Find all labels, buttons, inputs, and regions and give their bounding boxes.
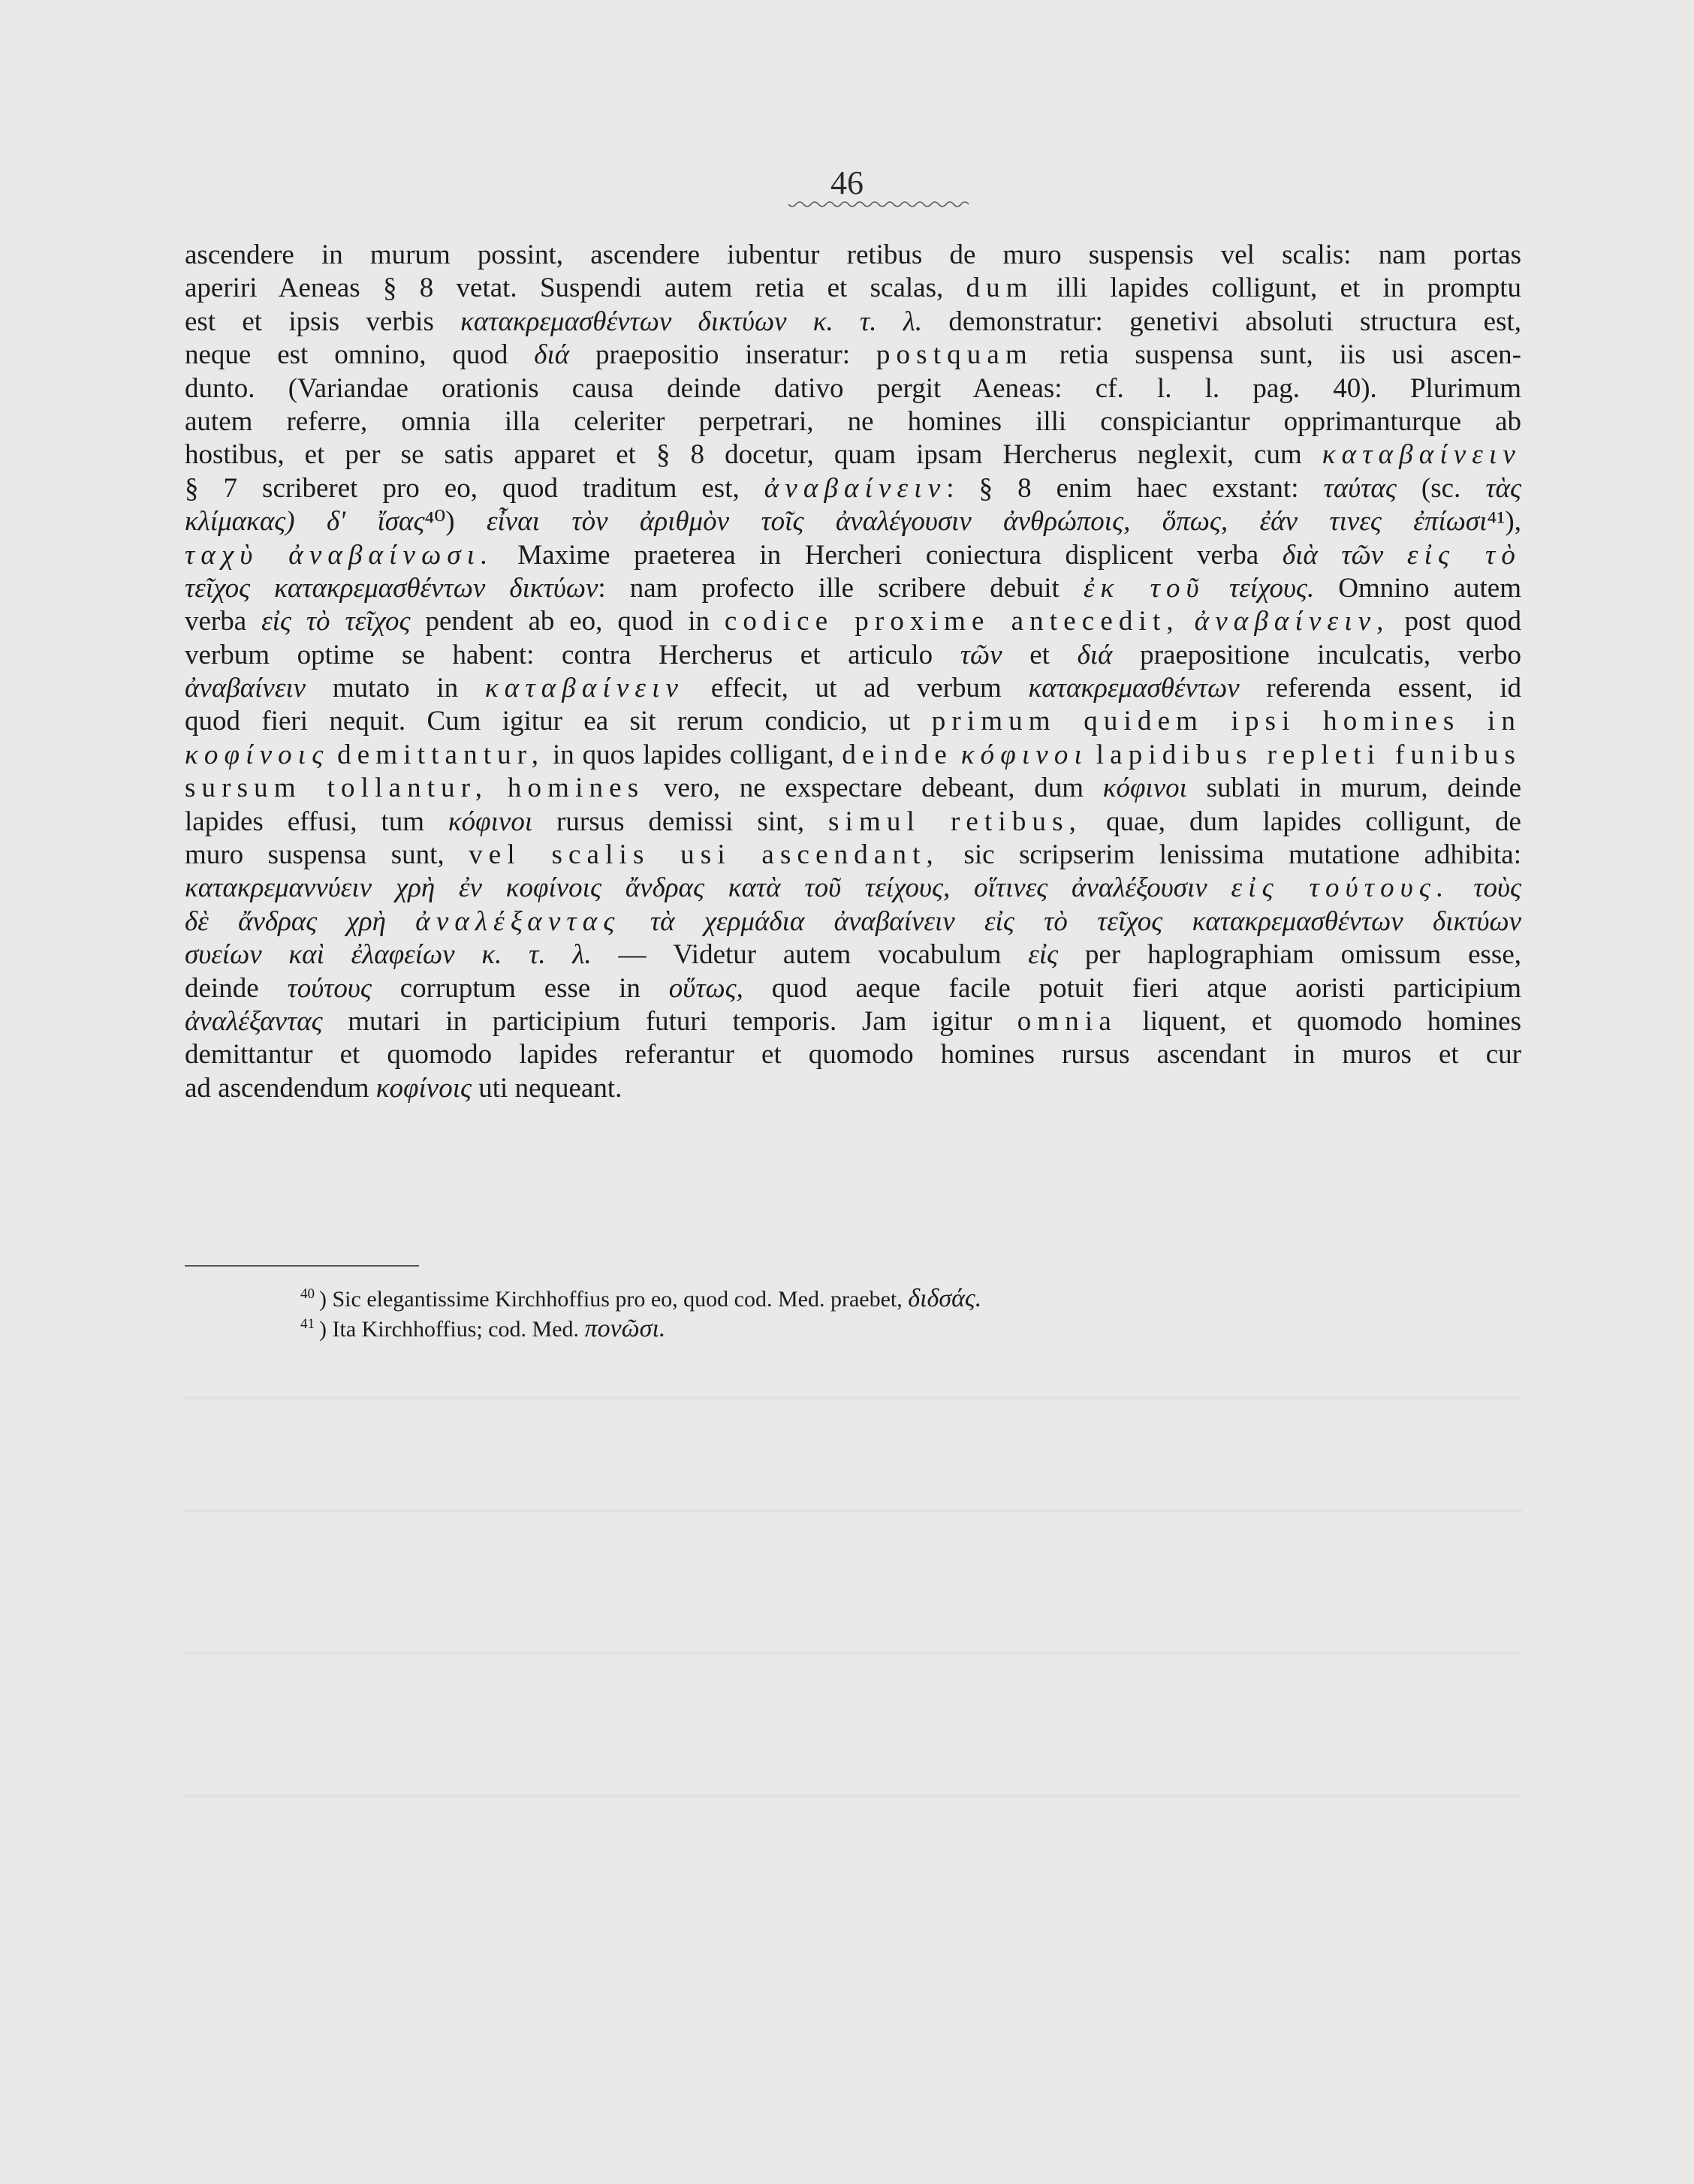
greek-text: κατακρεμασθέντων: [1028, 673, 1240, 704]
text-run: lapidibus repleti funibus: [1096, 739, 1522, 770]
text-line: [185, 239, 1521, 272]
greek-text: ἀναβαίνειν: [185, 673, 306, 704]
text-run: [1449, 872, 1473, 903]
greek-text: τείχους.: [1228, 572, 1315, 604]
text-run: vel scalis usi ascendant,: [469, 839, 939, 871]
greek-text: εἰς τούτους.: [1231, 872, 1450, 904]
text-run: [953, 740, 961, 770]
bleed-through-shading: [185, 1794, 1521, 1797]
greek-text: εἶναι τὸν ἀριθμὸν τοῖς ἀναλέγουσιν ἀνθρώποις, ὅπως, ἐάν τινες ἐπίωσι: [486, 506, 1488, 538]
text-run: verbum optime se habent: contra Hercherus et articulo: [185, 639, 960, 670]
greek-text: ταύτας: [1323, 472, 1397, 504]
text-line: [185, 438, 1521, 471]
text-line: [185, 405, 1521, 438]
text-run: pendent ab eo, quod in: [410, 606, 725, 637]
text-line: [185, 372, 1521, 405]
text-run: ⁴⁰): [424, 506, 487, 538]
text-run: deinde: [185, 972, 288, 1004]
footnote-paren: ): [319, 1287, 333, 1312]
text-run: effecit, ut ad verbum: [684, 673, 1029, 704]
text-run: neque est omnino, quod: [185, 339, 535, 371]
footnote: [300, 1284, 1277, 1314]
text-run: praepositio inseratur:: [569, 339, 876, 371]
greek-text: κοφίνοις: [375, 1072, 472, 1104]
text-run: autem referre, omnia illa celeriter perpetrari, ne homines illi conspiciantur opprimanturque ab: [185, 405, 1521, 437]
greek-text: τοὺς: [1473, 872, 1522, 904]
text-run: post quod: [1389, 606, 1522, 637]
text-line: [185, 839, 1521, 872]
text-run: simul retibus,: [827, 806, 1083, 837]
text-run: [1180, 606, 1195, 637]
footnote: [300, 1314, 1277, 1344]
text-run: [1383, 540, 1407, 571]
footnote-paren: ): [319, 1317, 333, 1342]
text-run: vero, ne exspectare debeant, dum: [644, 773, 1103, 804]
text-line: [185, 572, 1521, 605]
text-run: Omnino autem: [1314, 572, 1521, 604]
text-run: Maxime praeterea in Hercheri coniectura displicent verba: [493, 539, 1283, 571]
footnote-mark: 41: [300, 1316, 315, 1332]
greek-text: κόφινοι: [448, 806, 533, 837]
text-run: referenda essent, id: [1239, 673, 1521, 704]
text-line: [185, 1038, 1521, 1071]
text-run: § 7 scriberet pro eo, quod traditum est,: [185, 472, 764, 504]
greek-text: ταχὺ ἀναβαίνωσι.: [185, 539, 494, 571]
page-number-ornament: [788, 201, 973, 210]
greek-text: συείων καὶ ἐλαφείων κ. τ. λ.: [185, 939, 592, 971]
text-run: muro suspensa sunt,: [185, 839, 469, 871]
text-run: omnia: [1017, 1005, 1117, 1037]
text-line: [185, 972, 1521, 1005]
greek-text: διά: [534, 339, 570, 371]
footnote-text: Sic elegantissime Kirchhoffius pro eo, quod cod. Med. praebet,: [332, 1287, 909, 1312]
text-line: [185, 539, 1521, 572]
greek-text: ἐκ τοῦ: [1083, 572, 1205, 604]
text-run: rursus demissi sint,: [532, 806, 828, 837]
text-line: [185, 672, 1521, 705]
text-line: [185, 505, 1521, 538]
text-run: dunto. (Variandae orationis causa deinde dativo pergit Aeneas: cf. l. l. pag. 40). Plurimum: [185, 372, 1521, 404]
text-run: est et ipsis verbis: [185, 306, 461, 337]
text-run: ascendere in murum possint, ascendere iubentur retibus de muro suspensis vel scalis: nam portas: [185, 239, 1521, 270]
greek-text: ἀναλέξαντας: [415, 905, 621, 937]
text-run: hostibus, et per se satis apparet et § 8 docetur, quam ipsam Hercherus neglexit, cum: [185, 439, 1322, 471]
text-run: lapides effusi, tum: [185, 806, 448, 837]
text-run: corruptum esse in: [371, 972, 669, 1004]
text-run: codice proxime antecedit,: [724, 606, 1180, 637]
text-run: demittantur,: [337, 739, 545, 770]
text-run: homines: [507, 773, 645, 804]
bleed-through-shading: [185, 1509, 1521, 1512]
text-line: [185, 872, 1521, 905]
greek-text: δὲ ἄνδρας χρὴ: [185, 905, 386, 937]
text-run: : nam profecto ille scribere debuit: [598, 572, 1084, 604]
text-line: [185, 1072, 1521, 1105]
body-text: [185, 239, 1521, 1105]
text-run: [1088, 740, 1096, 770]
text-run: liquent, et quomodo homines: [1117, 1005, 1522, 1037]
greek-text: οὕτως,: [668, 972, 743, 1004]
text-run: per haplographiam omissum esse,: [1058, 939, 1521, 971]
text-run: (sc.: [1396, 472, 1486, 504]
greek-text: ἀναβαίνειν: [764, 472, 947, 504]
text-run: ⁴¹),: [1487, 506, 1521, 538]
footnote-greek: πονῶσι.: [584, 1315, 666, 1342]
text-line: [185, 1005, 1521, 1038]
text-run: uti nequeant.: [472, 1072, 622, 1104]
text-run: primum quidem ipsi homines in: [931, 706, 1522, 737]
greek-text: εἰς τὸ: [1406, 539, 1521, 571]
greek-text: τὰ χερμάδια ἀναβαίνειν εἰς τὸ τεῖχος κατακρεμασθέντων δικτύων: [650, 905, 1522, 937]
bleed-through-shading: [185, 1652, 1521, 1655]
text-line: [185, 772, 1521, 805]
text-run: illi lapides colligunt, et in promptu: [1033, 273, 1522, 304]
greek-text: εἰς τὸ τεῖχος: [261, 606, 411, 637]
text-line: [185, 938, 1521, 972]
greek-text: διά: [1077, 639, 1113, 670]
text-run: aperiri Aeneas § 8 vetat. Suspendi autem retia et scalas,: [185, 273, 966, 304]
greek-text: καταβαίνειν: [1322, 439, 1521, 471]
text-run: [621, 906, 650, 937]
footnote-mark: 40: [300, 1286, 315, 1302]
greek-text: τεῖχος κατακρεμασθέντων δικτύων: [185, 572, 598, 604]
text-line: [185, 472, 1521, 505]
text-line: [185, 639, 1521, 672]
text-line: [185, 339, 1521, 372]
text-run: dum: [966, 273, 1034, 304]
text-run: quae, dum lapides colligunt, de: [1082, 806, 1521, 837]
text-run: quod fieri nequit. Cum igitur ea sit rerum condicio, ut: [185, 706, 932, 737]
text-line: [185, 739, 1521, 772]
text-run: — Videtur autem vocabulum: [591, 939, 1029, 971]
text-line: [185, 905, 1521, 938]
text-line: [185, 605, 1521, 638]
text-run: sursum tollantur,: [185, 773, 489, 804]
text-run: sic scripserim lenissima mutatione adhibita:: [939, 839, 1522, 871]
text-run: postquam: [876, 339, 1033, 371]
text-run: [386, 906, 415, 937]
greek-text: εἰς: [1028, 939, 1059, 971]
greek-text: τὰς: [1485, 472, 1521, 504]
text-run: sublati in murum, deinde: [1186, 773, 1522, 804]
greek-text: κατακρεμαννύειν χρὴ ἐν κοφίνοις ἄνδρας κατὰ τοῦ τείχους, οἵτινες ἀναλέξουσιν: [185, 872, 1207, 904]
greek-text: διὰ τῶν: [1282, 539, 1384, 571]
greek-text: κοφίνοις: [185, 739, 330, 770]
text-run: et: [1002, 639, 1078, 670]
text-run: [329, 740, 337, 770]
greek-text: καταβαίνειν: [484, 673, 685, 704]
text-run: demittantur et quomodo lapides referantur et quomodo homines rursus ascendant in muros et cur: [185, 1039, 1521, 1071]
greek-text: τούτους: [287, 972, 372, 1004]
text-line: [185, 806, 1521, 839]
text-run: verba: [185, 606, 262, 637]
greek-text: ἀναβαίνειν,: [1194, 606, 1390, 637]
text-run: [1207, 872, 1231, 903]
text-run: demonstratur: genetivi absoluti structura est,: [922, 306, 1521, 337]
page-number: 46: [830, 164, 864, 201]
greek-text: ἀναλέξαντας: [185, 1005, 323, 1037]
greek-text: κόφινοι: [1102, 773, 1187, 804]
greek-text: κλίμακας) δ' ἴσας: [185, 506, 425, 538]
text-run: : § 8 enim haec exstant:: [946, 472, 1324, 504]
footnote-greek: διδσάς.: [908, 1285, 982, 1312]
text-run: praepositione inculcatis, verbo: [1112, 639, 1522, 670]
greek-text: κατακρεμασθέντων δικτύων κ. τ. λ.: [460, 306, 923, 337]
footnote-text: Ita Kirchhoffius; cod. Med.: [332, 1317, 585, 1342]
footnotes: [300, 1284, 1277, 1344]
bleed-through-shading: [185, 1396, 1521, 1399]
text-run: quod aeque facile potuit fieri atque aoristi participium: [743, 972, 1522, 1004]
greek-text: κόφινοι: [960, 739, 1088, 770]
text-run: mutato in: [306, 673, 485, 704]
text-line: [185, 272, 1521, 305]
text-run: ad ascendendum: [185, 1072, 376, 1104]
text-line: [185, 306, 1521, 339]
text-run: [1205, 573, 1229, 604]
text-run: [488, 773, 508, 803]
text-run: deinde: [842, 739, 953, 770]
text-run: retia suspensa sunt, iis usi ascen-: [1032, 339, 1521, 371]
text-line: [185, 705, 1521, 738]
footnote-rule: [185, 1265, 419, 1267]
greek-text: τῶν: [960, 639, 1002, 670]
text-run: in quos lapides colligant,: [544, 739, 842, 770]
text-run: mutari in participium futuri temporis. Jam igitur: [322, 1005, 1017, 1037]
